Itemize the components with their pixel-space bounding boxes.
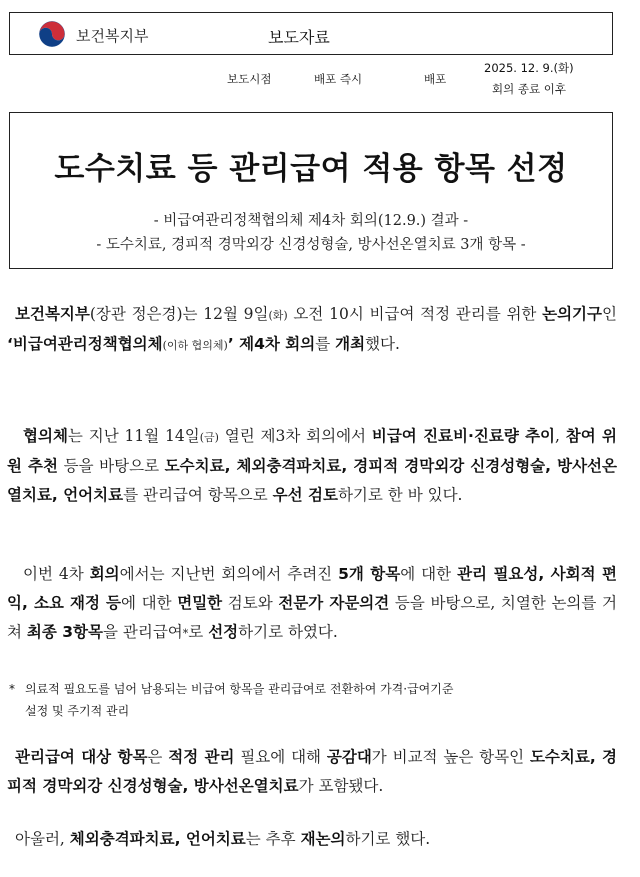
text-run: 검토와 [222, 594, 279, 612]
bold-text-run: 도수치료, 경피적 경막외강 신경성형술, 방사선온열치료 [7, 748, 618, 795]
bold-text-run: 보건복지부 [15, 305, 90, 323]
bold-text-run: 선정 [208, 623, 239, 641]
ministry-name: 보건복지부 [76, 27, 149, 45]
release-time-label: 보도시점 [227, 72, 272, 86]
document-type: 보도자료 [268, 28, 330, 47]
bold-text-run: 공감대 [326, 748, 372, 766]
paragraph-5 [7, 825, 617, 854]
text-run: 에 대한 [121, 594, 178, 612]
text-run: 오전 10시 비급여 적정 관리를 위한 [287, 305, 543, 323]
bold-text-run: 전문가 자문의견 [278, 594, 390, 612]
text-run: 를 관리급여 항목으로 [123, 486, 273, 504]
footnote [9, 678, 619, 722]
paragraph-2 [7, 422, 617, 510]
bold-text-run: ‘비급여관리정책협의체 [7, 335, 163, 353]
text-run: , [555, 427, 566, 445]
text-run: 을 관리급여 [102, 623, 183, 641]
paragraph-1 [7, 300, 617, 360]
distribution-label: 배포 [424, 72, 447, 86]
text-run: 은 [147, 748, 169, 766]
bold-text-run: 관리급여 대상 항목 [15, 748, 148, 766]
bold-text-run: 5개 항목 [338, 565, 401, 583]
ministry-logo-icon [38, 20, 66, 48]
footnote-mark: * [9, 682, 15, 696]
header-box [9, 12, 613, 55]
bold-text-run: 협의체 [23, 427, 68, 445]
text-run: 가 포함됐다. [298, 777, 384, 795]
subtitle-2: - 도수치료, 경피적 경막외강 신경성형술, 방사선온열치료 3개 항목 - [96, 237, 526, 253]
bold-text-run: 도수치료, 체외충격파치료, 경피적 경막외강 신경성형술, 방사선온열치료, 언어치료 [7, 457, 617, 504]
text-run: 이번 4차 [23, 565, 90, 583]
bold-text-run: 참여 위원 추천 [7, 427, 617, 475]
title-box [9, 112, 613, 269]
bold-text-run: 비급여 진료비·진료량 추이 [371, 427, 556, 445]
footnote-line-2: 설정 및 주기적 관리 [25, 704, 130, 718]
footnote-line-1: 의료적 필요도를 넘어 남용되는 비급여 항목을 관리급여로 전환하여 가격·급여기준 [25, 682, 454, 696]
text-run: (화) [268, 309, 288, 322]
text-run: 인 [602, 305, 617, 323]
text-run: (금) [199, 431, 219, 444]
bold-text-run: 체외충격파치료, 언어치료 [69, 830, 246, 848]
bold-text-run: 개최 [335, 335, 366, 353]
bold-text-run: 우선 검토 [272, 486, 338, 504]
bold-text-run: 적정 관리 [168, 748, 235, 766]
text-run: * [182, 627, 189, 640]
bold-text-run: 논의기구 [542, 305, 603, 323]
text-run: 등을 바탕으로 [58, 457, 165, 475]
text-run: 에서는 지난번 회의에서 추려진 [119, 565, 339, 583]
bold-text-run: ’ 제4차 회의 [227, 335, 316, 353]
text-run: 가 비교적 높은 항목인 [371, 748, 530, 766]
release-embargo-label: 배포 즉시 [314, 72, 363, 86]
paragraph-3 [7, 560, 617, 648]
page-title: 도수치료 등 관리급여 적용 항목 선정 [54, 151, 568, 187]
text-run: 아울러, [15, 830, 70, 848]
text-run: (장관 정은경)는 12월 9일 [89, 305, 269, 323]
release-date-note: 회의 종료 이후 [492, 82, 566, 96]
text-run: 했다. [365, 335, 400, 353]
bold-text-run: 재논의 [300, 830, 346, 848]
text-run: 는 지난 11월 14일 [67, 427, 200, 445]
text-run: 열린 제3차 회의에서 [218, 427, 372, 445]
text-run: 등을 바탕으로, 치열한 논의를 거쳐 [7, 594, 617, 641]
bold-text-run: 관리 필요성, 사회적 편익, 소요 재정 등 [7, 565, 617, 612]
paragraph-4 [7, 743, 617, 801]
bold-text-run: 회의 [89, 565, 120, 583]
text-run: 를 [315, 335, 336, 353]
text-run: 필요에 대해 [234, 748, 327, 766]
text-run: 는 추후 [245, 830, 301, 848]
text-run: 에 대한 [400, 565, 458, 583]
bold-text-run: 면밀한 [177, 594, 223, 612]
text-run: 하기로 했다. [345, 830, 431, 848]
subtitle-1: - 비급여관리정책협의체 제4차 회의(12.9.) 결과 - [153, 213, 469, 229]
text-run: 하기로 한 바 있다. [337, 486, 463, 504]
text-run: 하기로 하였다. [238, 623, 338, 641]
release-date: 2025. 12. 9.(화) [484, 61, 574, 75]
text-run: (이하 협의체) [162, 339, 228, 352]
text-run: 로 [188, 623, 209, 641]
bold-text-run: 최종 3항목 [26, 623, 103, 641]
